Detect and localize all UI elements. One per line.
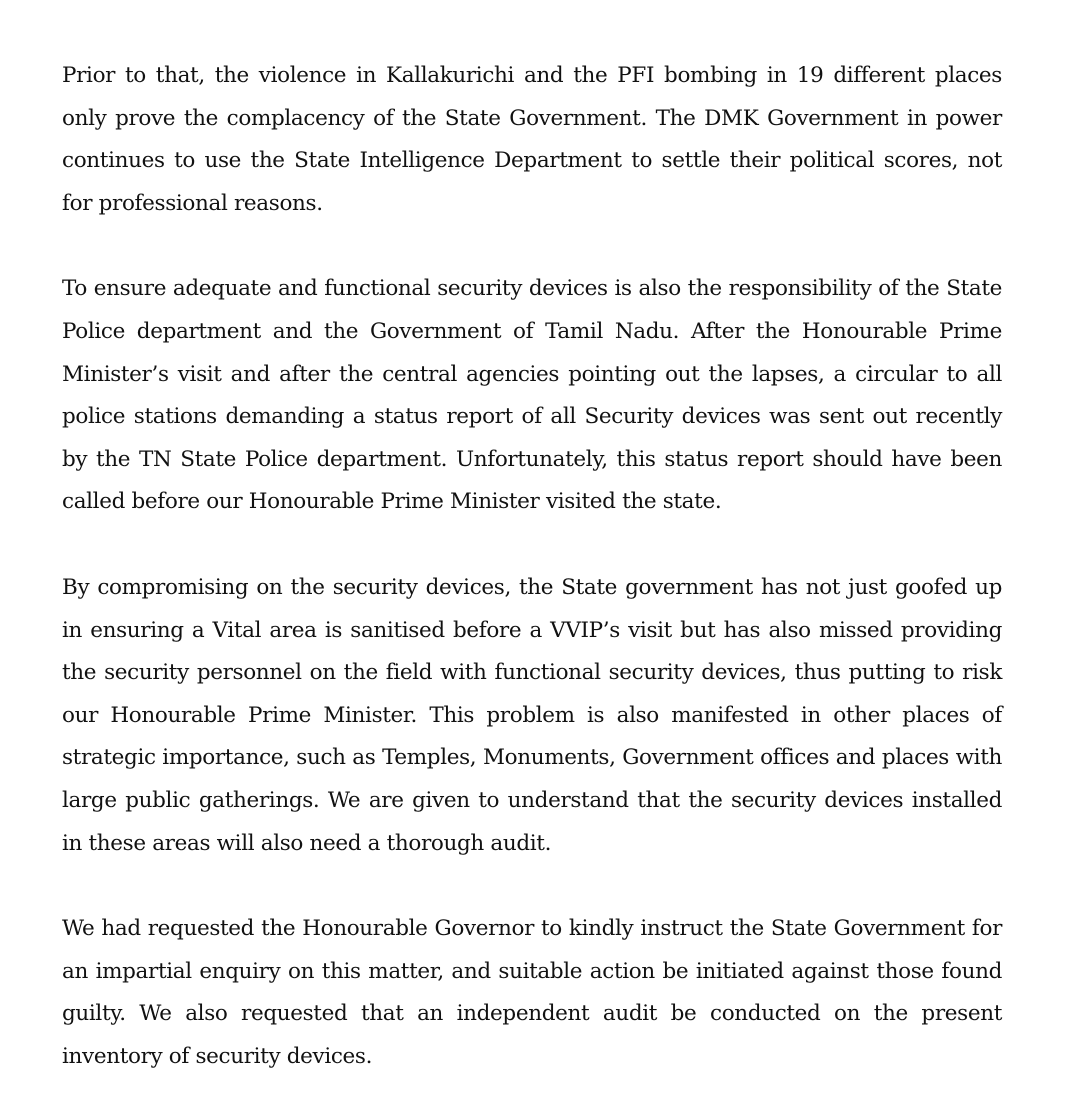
paragraph-1: Prior to that, the violence in Kallakurichi and the PFI bombing in 19 different places only prove the complacency of the State Government. The DMK Government in power continues to use the State Intelligence Department to settle their political scores, not for professional reasons. [62,63,1002,216]
paragraph-4: We had requested the Honourable Governor to kindly instruct the State Government for an impartial enquiry on this matter, and suitable action be initiated against those found guilty. We also requested that an independent audit be conducted on the present inventory of security devices. [62,916,1002,1069]
paragraph-2: To ensure adequate and functional security devices is also the responsibility of the State Police department and the Government of Tamil Nadu. After the Honourable Prime Minister’s visit and after the central agencies pointing out the lapses, a circular to all police stations demanding a status report of all Security devices was sent out recently by the TN State Police department. Unfortunately, this status report should have been called before our Honourable Prime Minister visited the state. [62,276,1002,515]
paragraph-3: By compromising on the security devices, the State government has not just goofed up in ensuring a Vital area is sanitised before a VVIP’s visit but has also missed providing the security personnel on the field with functional security devices, thus putting to risk our Honourable Prime Minister. This problem is also manifested in other places of strategic importance, such as Temples, Monuments, Government offices and places with large public gatherings. We are given to understand that the security devices installed in these areas will also need a thorough audit. [62,574,1002,856]
